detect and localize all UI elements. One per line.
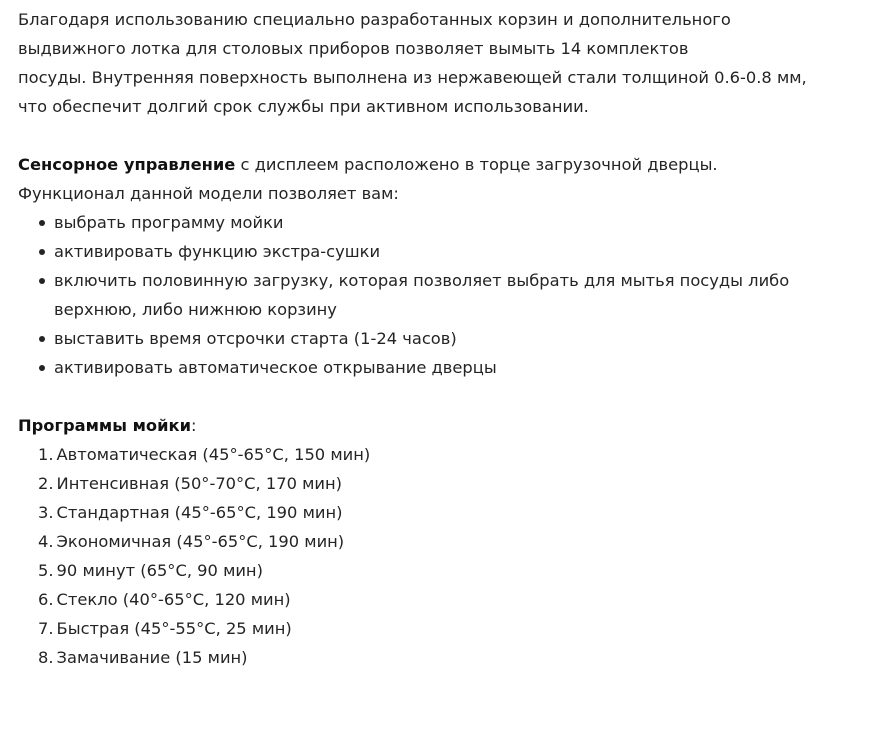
list-item: активировать автоматическое открывание дверцы — [18, 353, 870, 382]
list-number: 4. — [38, 532, 54, 551]
intro-line: что обеспечит долгий срок службы при активном использовании. — [18, 97, 589, 116]
list-item: выставить время отсрочки старта (1-24 часов) — [18, 324, 870, 353]
intro-line: посуды. Внутренняя поверхность выполнена из нержавеющей стали толщиной 0.6-0.8 мм, — [18, 68, 807, 87]
program-text: 90 минут (65°С, 90 мин) — [56, 561, 263, 580]
list-number: 7. — [38, 619, 54, 638]
features-list — [18, 208, 870, 382]
spacer — [18, 121, 870, 150]
list-item: включить половинную загрузку, которая позволяет выбрать для мытья посуды либо верхнюю, либо нижнюю корзину — [18, 266, 870, 324]
control-paragraph — [18, 150, 870, 208]
program-text: Замачивание (15 мин) — [56, 648, 248, 667]
list-number: 3. — [38, 503, 54, 522]
list-item — [18, 585, 870, 614]
list-number: 6. — [38, 590, 54, 609]
list-item — [18, 643, 870, 672]
list-number: 2. — [38, 474, 54, 493]
program-text: Экономичная (45°-65°С, 190 мин) — [56, 532, 345, 551]
list-number: 1. — [38, 445, 54, 464]
program-text: Стекло (40°-65°С, 120 мин) — [56, 590, 291, 609]
intro-paragraph — [18, 5, 870, 121]
intro-line: Благодаря использованию специально разработанных корзин и дополнительного — [18, 10, 731, 29]
programs-list — [18, 440, 870, 672]
program-text: Стандартная (45°-65°С, 190 мин) — [56, 503, 343, 522]
list-item — [18, 614, 870, 643]
control-heading-rest: с дисплеем расположено в торце загрузочной дверцы. — [235, 155, 718, 174]
list-item: выбрать программу мойки — [18, 208, 870, 237]
list-item — [18, 469, 870, 498]
list-item: активировать функцию экстра-сушки — [18, 237, 870, 266]
programs-heading: Программы мойки — [18, 416, 191, 435]
control-subtitle: Функционал данной модели позволяет вам: — [18, 184, 399, 203]
list-number: 5. — [38, 561, 54, 580]
programs-heading-line — [18, 411, 870, 440]
program-text: Автоматическая (45°-65°С, 150 мин) — [56, 445, 371, 464]
program-text: Интенсивная (50°-70°С, 170 мин) — [56, 474, 343, 493]
list-item — [18, 556, 870, 585]
programs-heading-suffix: : — [190, 416, 197, 435]
list-number: 8. — [38, 648, 54, 667]
program-text: Быстрая (45°-55°С, 25 мин) — [56, 619, 292, 638]
list-item — [18, 440, 870, 469]
spacer — [18, 382, 870, 411]
intro-line: выдвижного лотка для столовых приборов позволяет вымыть 14 комплектов — [18, 39, 689, 58]
list-item — [18, 527, 870, 556]
control-heading: Сенсорное управление — [18, 155, 236, 174]
list-item — [18, 498, 870, 527]
